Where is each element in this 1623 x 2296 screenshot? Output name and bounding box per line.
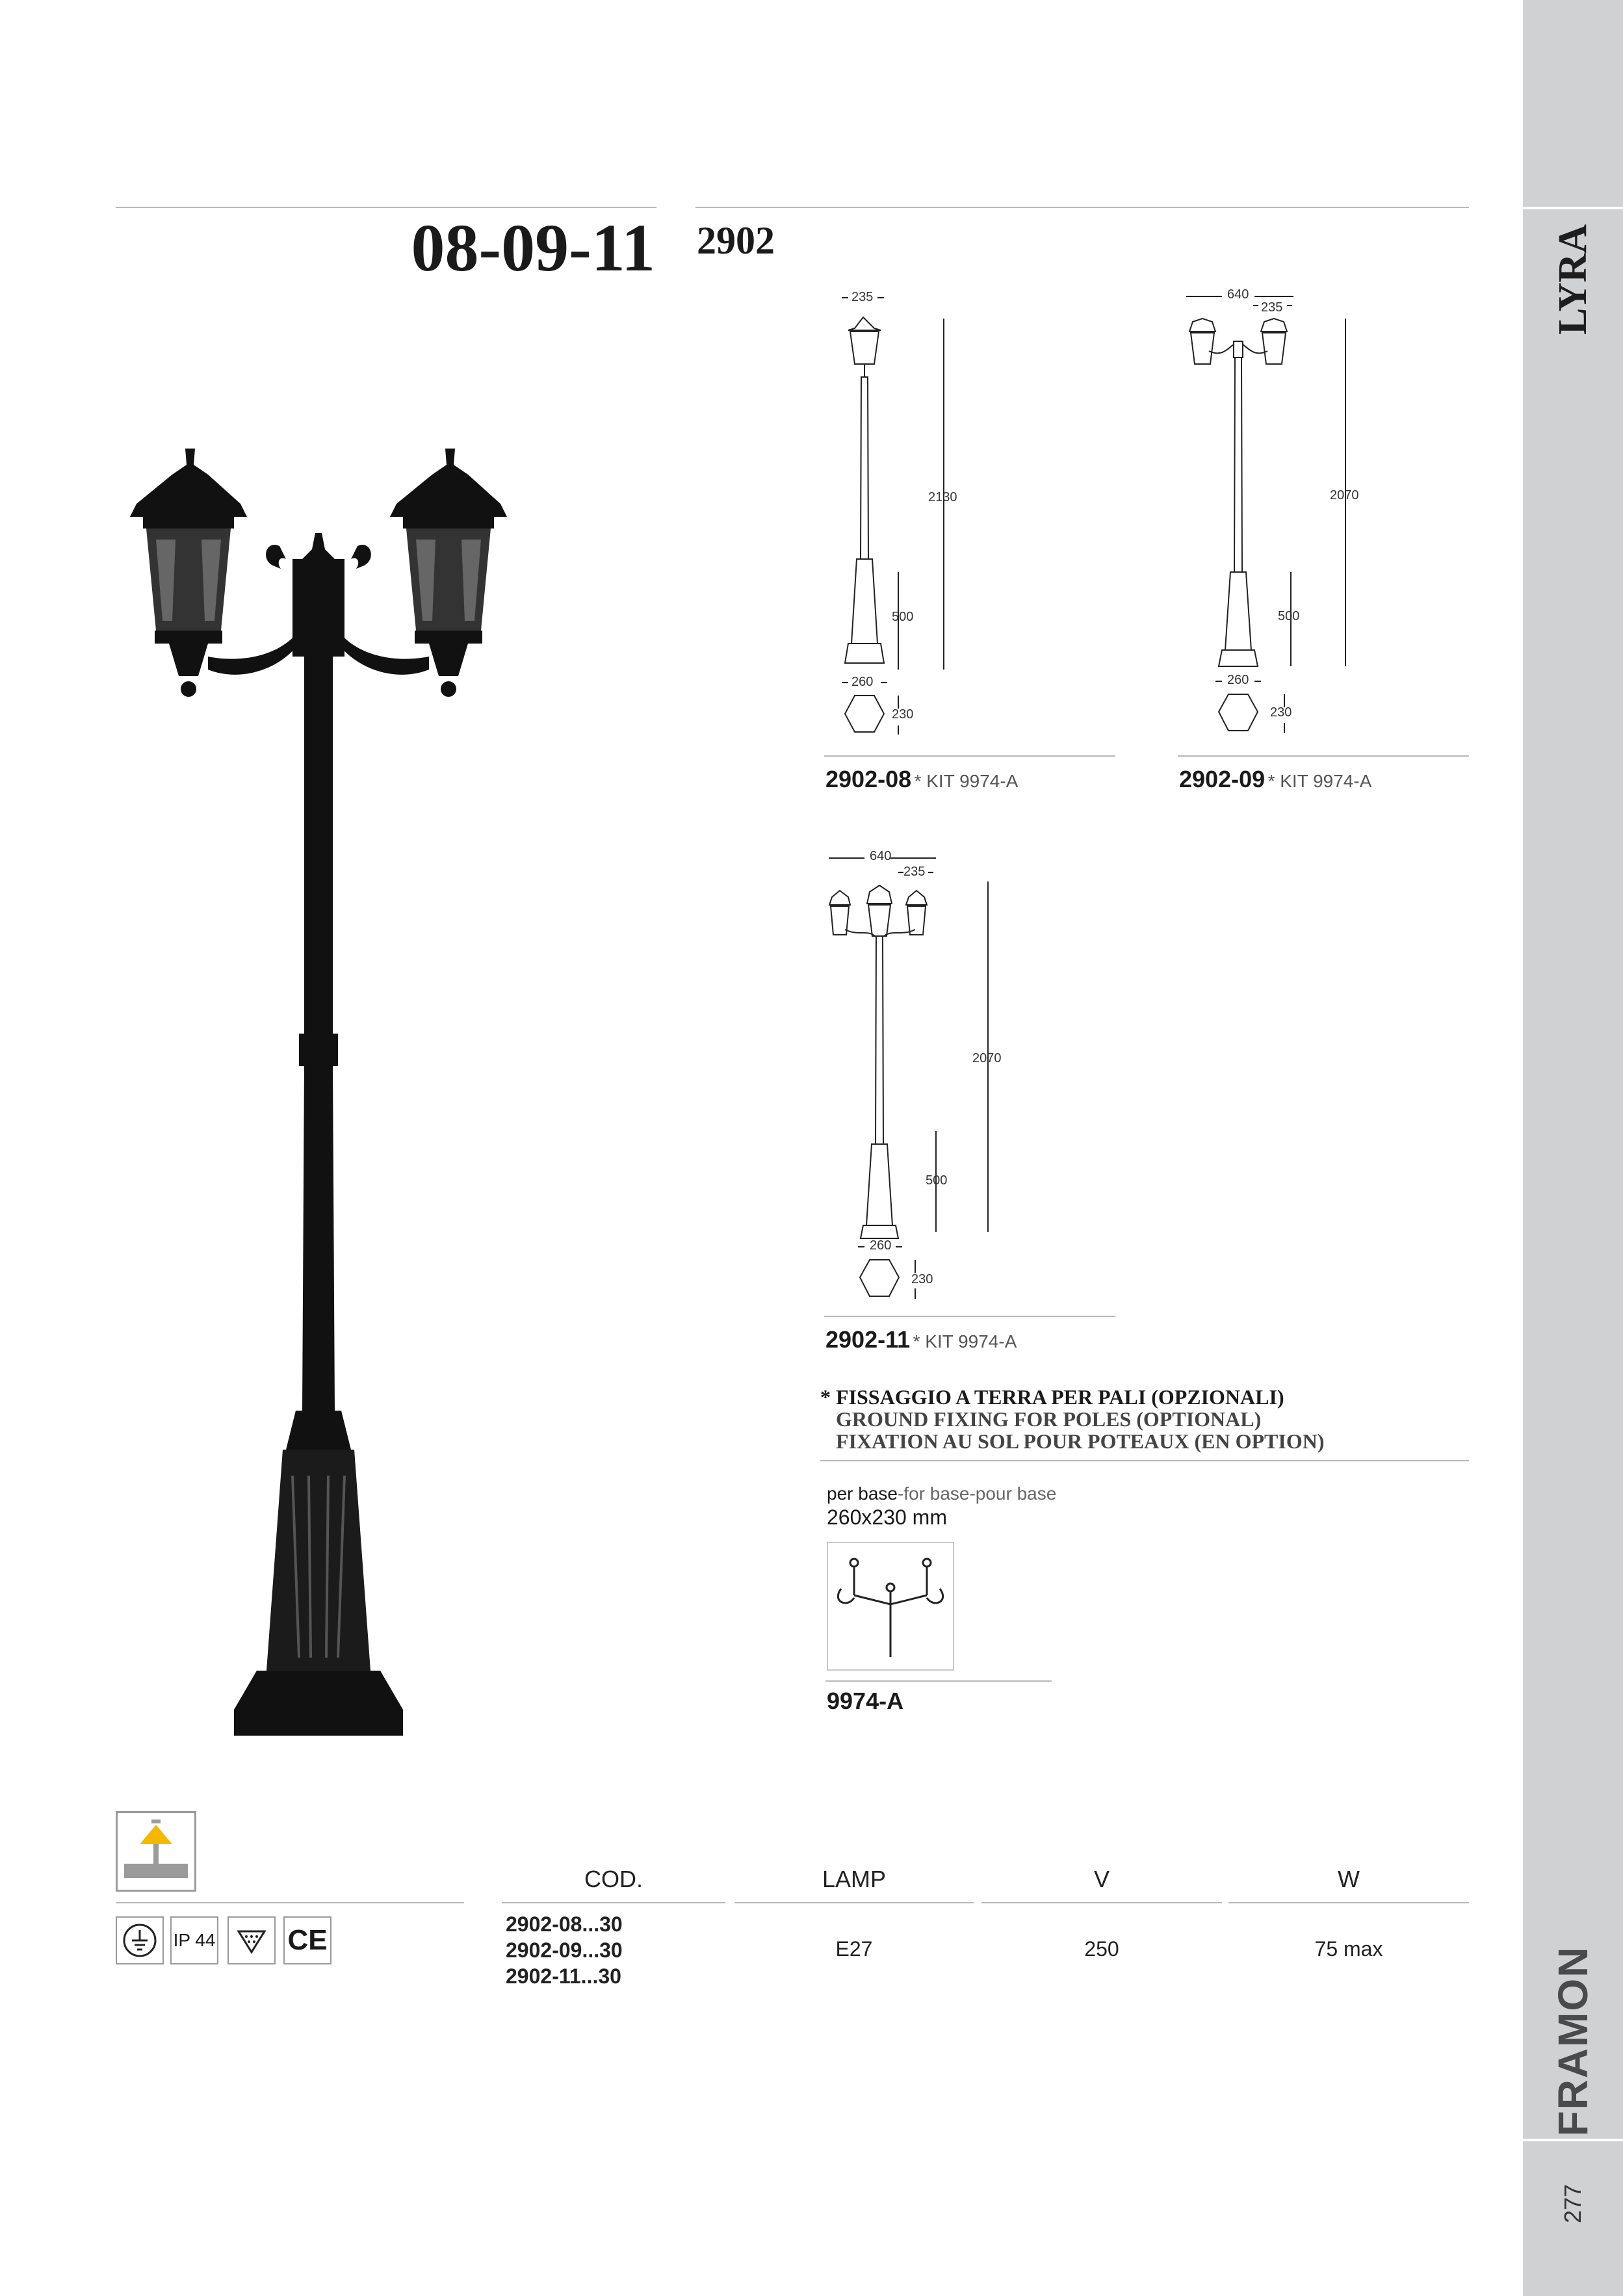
accessory-image-frame [827,1542,954,1671]
drawing-2902-09 [1176,286,1371,741]
fixing-rule [820,1460,1469,1461]
dim-label: 500 [892,610,914,624]
product-rule [824,755,1115,757]
dim-label: 260 [1227,673,1249,687]
column-header-cod: COD. [584,1866,643,1892]
f-mark-icon [227,1916,276,1964]
product-caption [825,1326,1017,1353]
product-code: 2902-11 [825,1326,911,1353]
column-rule [1228,1902,1469,1903]
accessory-per-base-translations: -for base-pour base [897,1483,1057,1504]
lamp-value: E27 [835,1937,873,1961]
variants-title: 08-09-11 [411,211,655,285]
drawing-2902-08 [825,286,981,741]
product-code: 2902-08 [825,766,912,792]
accessory-code: 9974-A [827,1688,904,1714]
kit-ref: * KIT 9974-A [1267,771,1372,791]
accessory-size: 260x230 mm [827,1506,947,1529]
fixing-note [820,1386,1324,1452]
header-rule-right [695,207,1469,208]
dim-label: 640 [870,849,892,863]
dim-label: 260 [851,675,874,689]
header-rule-left [116,207,656,208]
dim-label: 235 [851,290,874,304]
dim-label: 640 [1227,287,1249,302]
ground-anchor-drawing [828,1543,953,1669]
drawing-2902-11 [819,845,1014,1313]
voltage-value: 250 [1084,1937,1119,1961]
dim-label: 235 [903,865,926,879]
series-name: LYRA [1551,224,1595,335]
column-header-v: V [1093,1866,1110,1892]
product-code: 2902-09 [1179,766,1266,792]
accessory-rule [825,1680,1052,1682]
kit-ref: * KIT 9974-A [913,1331,1017,1351]
accessory-for-base [827,1483,1056,1504]
family-code: 2902 [697,219,775,262]
dim-label: 230 [1270,705,1292,720]
product-rule [824,1316,1115,1317]
dim-label: 2130 [928,490,957,504]
product-caption [825,766,1018,793]
dim-label: 260 [870,1238,892,1253]
wattage-value: 75 max [1314,1937,1383,1961]
fixing-note-it: * FISSAGGIO A TERRA PER PALI (OPZIONALI) [820,1385,1284,1409]
dim-label: 230 [892,707,914,722]
ce-mark: CE [283,1916,331,1964]
product-photo [110,436,533,1775]
column-header-w: W [1338,1866,1360,1892]
column-rule [502,1902,725,1903]
column-rule [734,1902,974,1903]
ip-rating-badge: IP 44 [170,1916,218,1964]
lamp-type-icon [116,1811,196,1892]
cert-rule [116,1902,464,1903]
brand-logo: FRAMON [1550,1946,1596,2137]
column-rule [981,1902,1222,1903]
accessory-per-base: per base [827,1483,898,1504]
table-row-code: 2902-11...30 [506,1964,621,1988]
table-row-code: 2902-08...30 [506,1912,623,1936]
page-number: 277 [1559,2184,1586,2224]
dim-label: 2070 [972,1051,1002,1065]
dim-label: 235 [1261,300,1283,315]
dim-label: 2070 [1330,488,1359,502]
kit-ref: * KIT 9974-A [914,771,1019,791]
product-caption [1179,766,1371,793]
ground-icon [116,1916,164,1964]
column-header-lamp: LAMP [822,1866,887,1892]
dim-label: 500 [1278,609,1300,623]
dim-label: 500 [926,1173,948,1188]
fixing-note-en: GROUND FIXING FOR POLES (OPTIONAL) [836,1407,1262,1431]
product-rule [1178,755,1469,757]
code-list [506,1911,623,1989]
fixing-note-fr: FIXATION AU SOL POUR POTEAUX (EN OPTION) [836,1429,1325,1453]
dim-label: 230 [911,1272,933,1286]
table-row-code: 2902-09...30 [506,1938,623,1962]
